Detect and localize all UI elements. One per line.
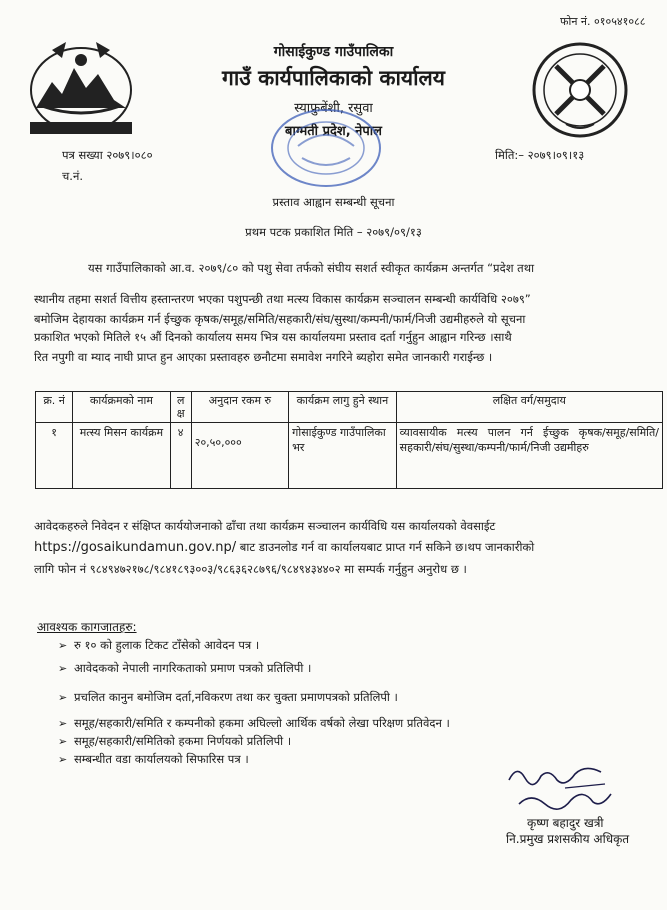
body-line: यस गाउँपालिकाको आ.व. २०७९/८० को पशु सेवा तर्फको संघीय सशर्त स्वीकृत कार्यक्रम अन्तर्गत “प्रदेश तथा xyxy=(88,261,535,275)
table-row xyxy=(36,423,663,489)
program-table xyxy=(35,391,663,489)
arrow-bullet-icon: ➢ xyxy=(58,662,68,675)
office-address: स्याफ्रुबेंशी, रसुवा xyxy=(294,101,373,116)
arrow-bullet-icon: ➢ xyxy=(58,735,68,748)
cell-program: मत्स्य मिसन कार्यक्रम xyxy=(73,423,170,489)
cell-amount: २०,५०,००० xyxy=(191,423,288,489)
body-line: रित नपुगी वा म्याद नाघी प्राप्त हुन आएका प्रस्तावहरु छनौटमा समावेश नगरिने ब्यहोरा समेत जानकारी गराईन्छ । xyxy=(34,350,493,364)
table-header-row xyxy=(36,392,663,423)
signer-name: कृष्ण बहादुर खत्री xyxy=(527,816,604,830)
requirement-text: सम्बन्धीत वडा कार्यालयको सिफारिस पत्र । xyxy=(74,752,249,766)
requirement-item xyxy=(58,716,450,731)
requirement-text: प्रचलित कानुन बमोजिम दर्ता,नविकरण तथा कर चुक्ता प्रमाणपत्रको प्रतिलिपी । xyxy=(74,690,398,704)
published-date: प्रथम पटक प्रकाशित मिति – २०७९/०९/१३ xyxy=(245,225,422,239)
requirement-item xyxy=(58,734,291,749)
arrow-bullet-icon: ➢ xyxy=(58,753,68,766)
body-line: प्रकाशित भएको मितिले १५ औं दिनको कार्यालय समय भित्र यस कार्यालयमा प्रस्ताव दर्ता गर्नुहुन आह्वान गरिन्छ ।साथै xyxy=(34,330,512,344)
requirement-text: आवेदकको नेपाली नागरिकताको प्रमाण पत्रको प्रतिलिपी । xyxy=(74,661,312,675)
province-name: बाग्मती प्रदेश, नेपाल xyxy=(285,124,382,139)
municipality-name: गोसाईकुण्ड गाउँपालिका xyxy=(273,44,394,60)
cell-target: ४ xyxy=(170,423,191,489)
cell-target-group: व्यावसायीक मत्स्य पालन गर्न ईच्छुक कृषक/समूह/समिति/सहकारी/संघ/सुस्था/कम्पनी/फार्म/निजी उद्यमीहरु xyxy=(396,423,662,489)
requirement-item xyxy=(58,752,249,767)
contact-line: लागि फोन नं ९८४९४७२१७८/९८४१८९३००३/९८६३६२८७९६/९८४९४३४४०२ मा सम्पर्क गर्नुहुन अनुरोध छ । xyxy=(34,562,467,576)
letter-date: मिति:– २०७९।०९।१३ xyxy=(495,148,585,162)
header-amount: अनुदान रकम रु xyxy=(191,392,288,423)
office-stamp xyxy=(268,106,384,190)
website-link[interactable]: https://gosaikundamun.gov.np/ xyxy=(34,540,237,555)
office-title: गाउँ कार्यपालिकाको कार्यालय xyxy=(222,66,445,90)
arrow-bullet-icon: ➢ xyxy=(58,691,68,704)
arrow-bullet-icon: ➢ xyxy=(58,639,68,652)
signer-title: नि.प्रमुख प्रशसकीय अधिकृत xyxy=(506,832,630,846)
notice-subject: प्रस्ताव आह्वान सम्बन्धी सूचना xyxy=(272,195,395,209)
cell-sn: १ xyxy=(36,423,73,489)
requirement-item xyxy=(58,638,259,653)
contact-line: आवेदकहरुले निवेदन र संक्षिप्त कार्ययोजनाको ढाँचा तथा कार्यक्रम सञ्चालन कार्यविधि यस कार्यालयको वेवसाईट xyxy=(34,519,496,533)
header-program: कार्यक्रमको नाम xyxy=(73,392,170,423)
arrow-bullet-icon: ➢ xyxy=(58,717,68,730)
body-line: बमोजिम देहायका कार्यक्रम गर्न ईच्छुक कृषक/समूह/समिति/सहकारी/संघ/सुस्था/कम्पनी/फार्म/निजी उद्यमीहरुले यो सूचना xyxy=(34,312,526,326)
requirement-text: समूह/सहकारी/समितिको हकमा निर्णयको प्रतिलिपी । xyxy=(74,734,292,748)
handwritten-signature xyxy=(505,758,615,818)
header-location: कार्यक्रम लागु हुने स्थान xyxy=(289,392,397,423)
requirement-item xyxy=(58,661,311,676)
requirement-text: रु १० को हुलाक टिकट टाँसेको आवेदन पत्र । xyxy=(74,638,260,652)
header-target: ल क्ष xyxy=(170,392,191,423)
header-sn: क्र. नं xyxy=(36,392,73,423)
contact-line-2 xyxy=(34,540,534,555)
requirements-heading: आवश्यक कागजातहरु: xyxy=(37,620,137,634)
letter-number: पत्र सख्या २०७९।०८० xyxy=(62,148,153,162)
contact-line-2-rest: बाट डाउनलोड गर्न वा कार्यालयबाट प्राप्त गर्न सकिने छ।थप जानकारीको xyxy=(236,540,535,554)
requirement-item xyxy=(58,690,398,705)
phone-number: फोन नं. ०१०५४१०८८ xyxy=(560,15,646,28)
dispatch-number: च.नं. xyxy=(62,169,83,183)
body-line: स्थानीय तहमा सशर्त वित्तीय हस्तान्तरण भएका पशुपन्छी तथा मत्स्य विकास कार्यक्रम सञ्चालन सम्बन्धी कार्यविधि २०७९” xyxy=(34,292,531,306)
cell-location: गोसाईकुण्ड गाउँपालिका भर xyxy=(289,423,397,489)
requirement-text: समूह/सहकारी/समिति र कम्पनीको हकमा अघिल्लो आर्थिक वर्षको लेखा परिक्षण प्रतिवेदन । xyxy=(74,716,450,730)
header-target-group: लक्षित वर्ग/समुदाय xyxy=(396,392,662,423)
